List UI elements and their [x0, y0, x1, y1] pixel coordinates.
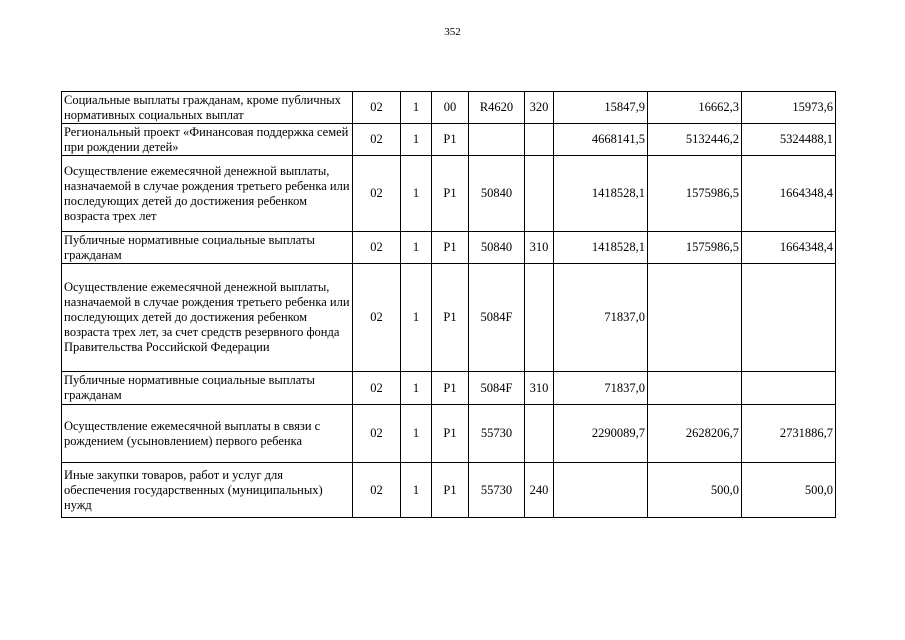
row-name: Иные закупки товаров, работ и услуг для обеспечения государственных (муниципальных) нужд: [62, 463, 353, 518]
subsection-code: 1: [401, 372, 432, 405]
value-year-1: 71837,0: [554, 264, 648, 372]
section-code: 02: [353, 92, 401, 124]
value-year-3: 2731886,7: [742, 405, 836, 463]
value-year-1: 15847,9: [554, 92, 648, 124]
table-row: [62, 124, 836, 156]
row-name: Публичные нормативные социальные выплаты гражданам: [62, 372, 353, 405]
direction-code: [469, 124, 525, 156]
value-year-2: 16662,3: [648, 92, 742, 124]
value-year-3: 1664348,4: [742, 232, 836, 264]
value-year-2: 2628206,7: [648, 405, 742, 463]
subsection-code: 1: [401, 156, 432, 232]
section-code: 02: [353, 372, 401, 405]
program-code: 00: [432, 92, 469, 124]
section-code: 02: [353, 156, 401, 232]
table-row: [62, 156, 836, 232]
expense-type-code: [525, 405, 554, 463]
page-number: 352: [444, 26, 461, 38]
program-code: P1: [432, 124, 469, 156]
value-year-2: 500,0: [648, 463, 742, 518]
budget-table: [61, 91, 836, 518]
program-code: P1: [432, 264, 469, 372]
subsection-code: 1: [401, 264, 432, 372]
expense-type-code: [525, 124, 554, 156]
table-row: [62, 463, 836, 518]
section-code: 02: [353, 463, 401, 518]
table-row: [62, 232, 836, 264]
value-year-1: 4668141,5: [554, 124, 648, 156]
row-name: Региональный проект «Финансовая поддержка семей при рождении детей»: [62, 124, 353, 156]
program-code: P1: [432, 405, 469, 463]
subsection-code: 1: [401, 124, 432, 156]
subsection-code: 1: [401, 92, 432, 124]
direction-code: 55730: [469, 405, 525, 463]
section-code: 02: [353, 124, 401, 156]
table-row: [62, 264, 836, 372]
value-year-1: 71837,0: [554, 372, 648, 405]
table-row: [62, 405, 836, 463]
section-code: 02: [353, 264, 401, 372]
value-year-2: [648, 372, 742, 405]
value-year-3: 5324488,1: [742, 124, 836, 156]
program-code: P1: [432, 232, 469, 264]
row-name: Публичные нормативные социальные выплаты гражданам: [62, 232, 353, 264]
expense-type-code: [525, 264, 554, 372]
value-year-2: [648, 264, 742, 372]
expense-type-code: 310: [525, 232, 554, 264]
value-year-2: 1575986,5: [648, 232, 742, 264]
program-code: P1: [432, 372, 469, 405]
row-name: Осуществление ежемесячной выплаты в связи с рождением (усыновлением) первого ребенка: [62, 405, 353, 463]
value-year-1: 1418528,1: [554, 156, 648, 232]
section-code: 02: [353, 405, 401, 463]
table-row: [62, 92, 836, 124]
subsection-code: 1: [401, 232, 432, 264]
expense-type-code: 320: [525, 92, 554, 124]
value-year-1: 1418528,1: [554, 232, 648, 264]
table-row: [62, 372, 836, 405]
expense-type-code: 240: [525, 463, 554, 518]
direction-code: 50840: [469, 232, 525, 264]
value-year-3: [742, 372, 836, 405]
row-name: Осуществление ежемесячной денежной выплаты, назначаемой в случае рождения третьего ребенка или последующих детей до достижения ребенком возраста трех лет, за счет средств резервного фонда Правительства Российской Федерации: [62, 264, 353, 372]
expense-type-code: 310: [525, 372, 554, 405]
row-name: Социальные выплаты гражданам, кроме публичных нормативных социальных выплат: [62, 92, 353, 124]
value-year-3: [742, 264, 836, 372]
value-year-3: 15973,6: [742, 92, 836, 124]
direction-code: 55730: [469, 463, 525, 518]
value-year-3: 500,0: [742, 463, 836, 518]
value-year-1: [554, 463, 648, 518]
direction-code: 50840: [469, 156, 525, 232]
program-code: P1: [432, 463, 469, 518]
section-code: 02: [353, 232, 401, 264]
subsection-code: 1: [401, 405, 432, 463]
direction-code: 5084F: [469, 264, 525, 372]
row-name: Осуществление ежемесячной денежной выплаты, назначаемой в случае рождения третьего ребенка или последующих детей до достижения ребенком возраста трех лет: [62, 156, 353, 232]
direction-code: 5084F: [469, 372, 525, 405]
value-year-1: 2290089,7: [554, 405, 648, 463]
value-year-2: 1575986,5: [648, 156, 742, 232]
subsection-code: 1: [401, 463, 432, 518]
expense-type-code: [525, 156, 554, 232]
value-year-3: 1664348,4: [742, 156, 836, 232]
direction-code: R4620: [469, 92, 525, 124]
value-year-2: 5132446,2: [648, 124, 742, 156]
program-code: P1: [432, 156, 469, 232]
